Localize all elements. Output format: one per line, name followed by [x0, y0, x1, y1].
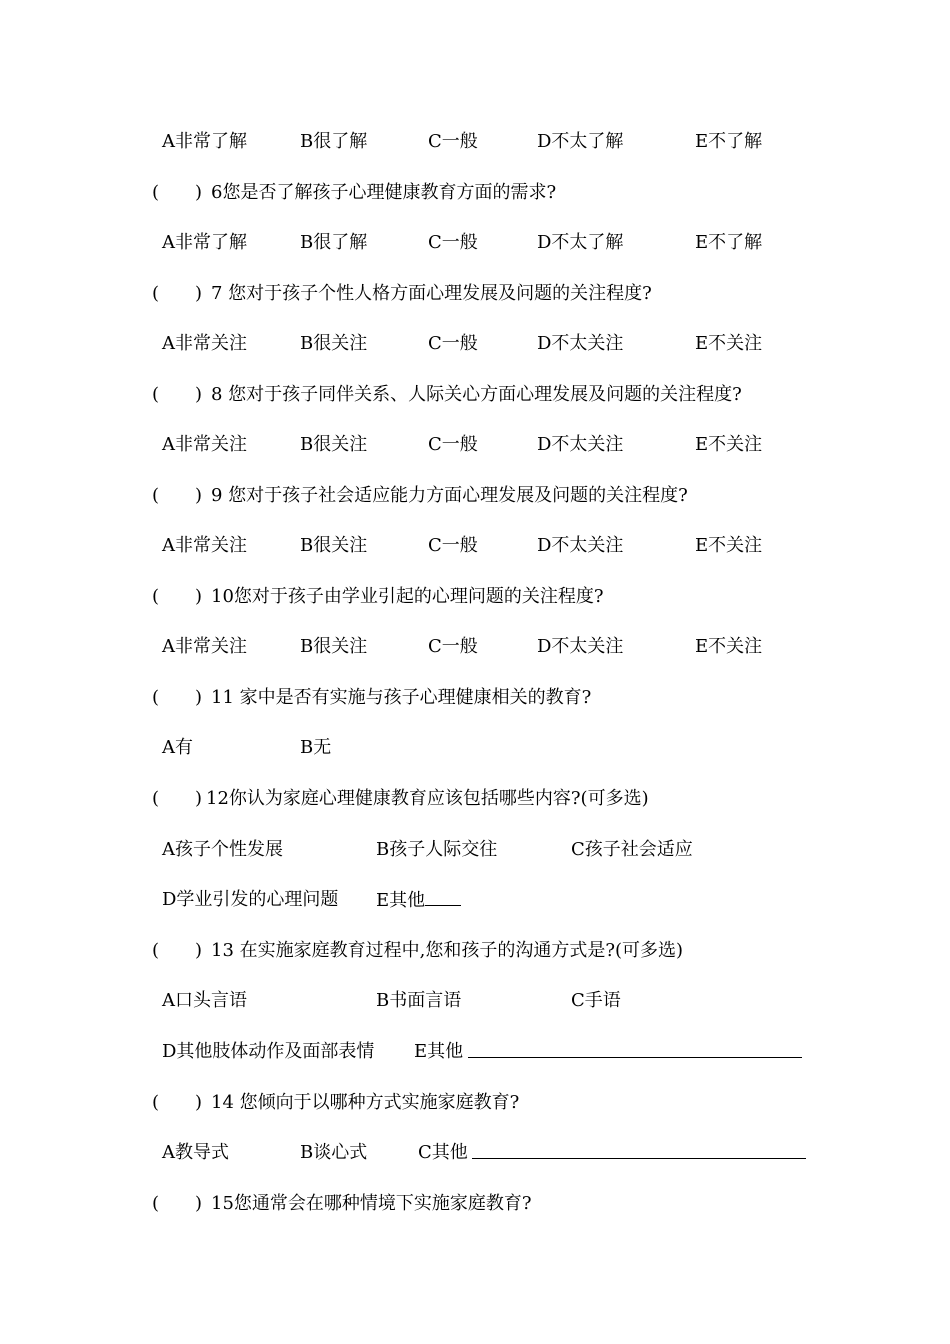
options-row-q12-b — [0, 885, 950, 915]
option-e[interactable]: E不关注 — [695, 333, 763, 354]
option-b[interactable]: B无 — [300, 737, 332, 758]
option-c[interactable]: C一般 — [428, 535, 478, 556]
option-d[interactable]: D不太关注 — [537, 333, 624, 354]
option-b[interactable]: B很关注 — [300, 434, 368, 455]
answer-parenthesis[interactable]: ( ) — [152, 182, 203, 203]
question-6 — [0, 178, 950, 208]
option-e[interactable] — [376, 885, 461, 916]
option-a[interactable]: A非常了解 — [162, 232, 247, 253]
option-c-label[interactable]: C其他 — [418, 1142, 468, 1163]
options-row-q7 — [0, 329, 950, 359]
option-c[interactable]: C手语 — [571, 990, 621, 1011]
question-text: 10您对于孩子由学业引起的心理问题的关注程度? — [211, 586, 604, 607]
question-text: 9 您对于孩子社会适应能力方面心理发展及问题的关注程度? — [211, 485, 688, 506]
answer-parenthesis[interactable]: ( ) — [152, 586, 203, 607]
option-e-label: E其他 — [376, 890, 426, 911]
options-row-q5 — [0, 127, 950, 157]
question-7 — [0, 279, 950, 309]
options-row-q14 — [0, 1138, 950, 1168]
options-row-q12-a — [0, 835, 950, 865]
answer-parenthesis[interactable]: ( ) — [152, 1092, 203, 1113]
option-d[interactable]: D不太关注 — [537, 535, 624, 556]
option-a[interactable]: A有 — [162, 737, 193, 758]
option-b[interactable]: B很了解 — [300, 232, 368, 253]
option-a[interactable]: A非常关注 — [162, 535, 247, 556]
options-row-q6 — [0, 228, 950, 258]
question-11 — [0, 683, 950, 713]
question-text: 15您通常会在哪种情境下实施家庭教育? — [211, 1193, 532, 1214]
answer-parenthesis[interactable]: ( ) — [152, 384, 203, 405]
option-d[interactable]: D不太了解 — [537, 131, 624, 152]
option-a[interactable]: A非常了解 — [162, 131, 247, 152]
question-15 — [0, 1189, 950, 1219]
option-c[interactable]: C一般 — [428, 636, 478, 657]
option-a[interactable]: A教导式 — [162, 1142, 229, 1163]
options-row-q11 — [0, 733, 950, 763]
option-a[interactable]: A口头言语 — [162, 990, 247, 1011]
option-d[interactable]: D学业引发的心理问题 — [162, 889, 339, 910]
question-14 — [0, 1088, 950, 1118]
option-b[interactable]: B孩子人际交往 — [376, 839, 498, 860]
option-b[interactable]: B很了解 — [300, 131, 368, 152]
answer-parenthesis[interactable]: ( ) — [152, 1193, 203, 1214]
options-row-q13-b — [0, 1037, 950, 1067]
question-10 — [0, 582, 950, 612]
option-d[interactable]: D不太了解 — [537, 232, 624, 253]
question-text: 6您是否了解孩子心理健康教育方面的需求? — [211, 182, 557, 203]
option-c[interactable]: C一般 — [428, 131, 478, 152]
question-9 — [0, 481, 950, 511]
question-8 — [0, 380, 950, 410]
question-text: 13 在实施家庭教育过程中,您和孩子的沟通方式是?(可多选) — [211, 940, 684, 961]
answer-parenthesis[interactable]: ( ) — [152, 788, 203, 809]
options-row-q8 — [0, 430, 950, 460]
option-b[interactable]: B很关注 — [300, 636, 368, 657]
option-e[interactable]: E不关注 — [695, 434, 763, 455]
option-c[interactable]: C孩子社会适应 — [571, 839, 693, 860]
option-a[interactable]: A孩子个性发展 — [162, 839, 283, 860]
question-13 — [0, 936, 950, 966]
option-e[interactable]: E不了解 — [695, 131, 763, 152]
options-row-q10 — [0, 632, 950, 662]
answer-parenthesis[interactable]: ( ) — [152, 283, 203, 304]
options-row-q13-a — [0, 986, 950, 1016]
answer-parenthesis[interactable]: ( ) — [152, 940, 203, 961]
question-text: 8 您对于孩子同伴关系、人际关心方面心理发展及问题的关注程度? — [211, 384, 742, 405]
fill-in-blank[interactable] — [468, 1057, 802, 1058]
option-d[interactable]: D其他肢体动作及面部表情 — [162, 1041, 375, 1062]
option-b[interactable]: B书面言语 — [376, 990, 462, 1011]
question-text: 7 您对于孩子个性人格方面心理发展及问题的关注程度? — [211, 283, 652, 304]
fill-in-blank[interactable] — [472, 1158, 806, 1159]
option-e[interactable]: E不关注 — [695, 535, 763, 556]
option-e-label[interactable]: E其他 — [414, 1041, 464, 1062]
option-b[interactable]: B谈心式 — [300, 1142, 368, 1163]
option-b[interactable]: B很关注 — [300, 535, 368, 556]
answer-parenthesis[interactable]: ( ) — [152, 687, 203, 708]
option-d[interactable]: D不太关注 — [537, 636, 624, 657]
option-a[interactable]: A非常关注 — [162, 333, 247, 354]
option-e[interactable]: E不关注 — [695, 636, 763, 657]
options-row-q9 — [0, 531, 950, 561]
option-d[interactable]: D不太关注 — [537, 434, 624, 455]
option-e[interactable]: E不了解 — [695, 232, 763, 253]
option-c[interactable]: C一般 — [428, 232, 478, 253]
question-12 — [0, 784, 950, 814]
option-c[interactable]: C一般 — [428, 434, 478, 455]
option-b[interactable]: B很关注 — [300, 333, 368, 354]
option-a[interactable]: A非常关注 — [162, 636, 247, 657]
option-a[interactable]: A非常关注 — [162, 434, 247, 455]
question-text: 12你认为家庭心理健康教育应该包括哪些内容?(可多选) — [206, 788, 649, 809]
question-text: 11 家中是否有实施与孩子心理健康相关的教育? — [211, 687, 592, 708]
question-text: 14 您倾向于以哪种方式实施家庭教育? — [211, 1092, 520, 1113]
answer-parenthesis[interactable]: ( ) — [152, 485, 203, 506]
option-c[interactable]: C一般 — [428, 333, 478, 354]
fill-in-blank[interactable] — [425, 885, 461, 906]
